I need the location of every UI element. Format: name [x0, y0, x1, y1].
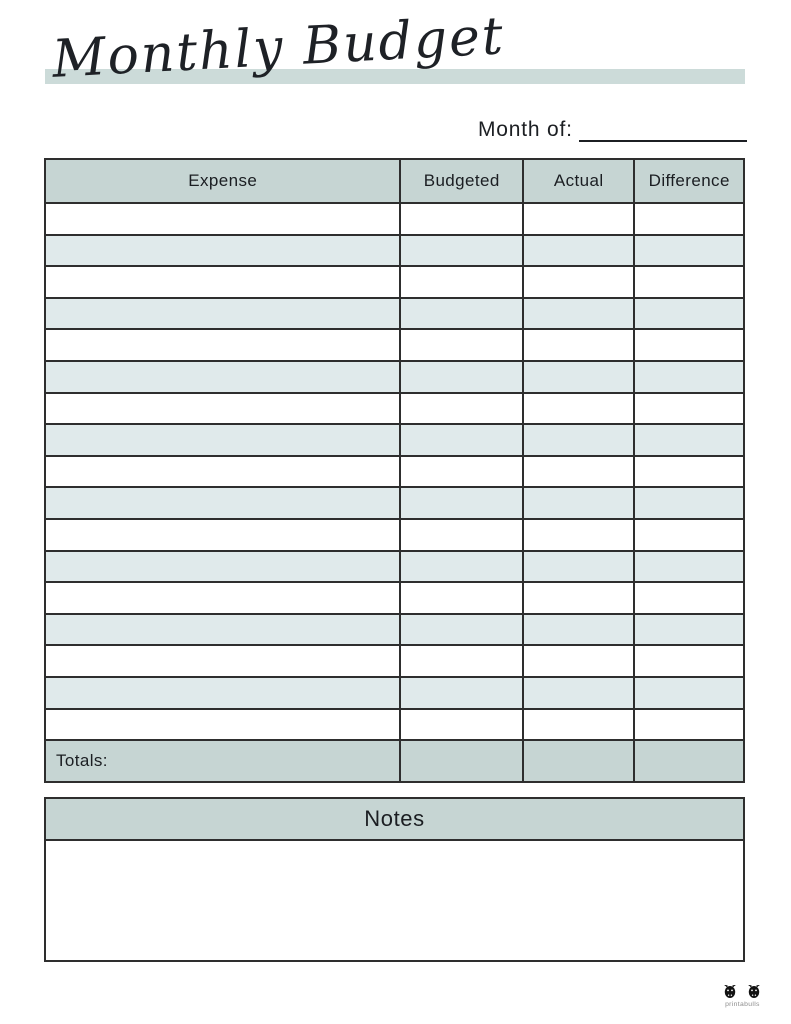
notes-section — [44, 797, 745, 962]
table-cell — [46, 520, 399, 550]
table-cell — [399, 710, 521, 740]
totals-label-cell — [46, 741, 399, 781]
brand-name: printabulls — [724, 1000, 760, 1008]
table-row — [46, 204, 743, 234]
table-cell — [522, 710, 634, 740]
table-cell — [399, 488, 521, 518]
totals-budgeted-cell — [399, 741, 521, 781]
totals-row — [46, 739, 743, 781]
table-cell — [633, 710, 743, 740]
table-cell — [633, 552, 743, 582]
column-header-difference: Difference — [633, 160, 743, 202]
table-cell — [399, 362, 521, 392]
table-cell — [46, 678, 399, 708]
table-cell — [633, 457, 743, 487]
table-cell — [46, 204, 399, 234]
table-cell — [399, 583, 521, 613]
table-cell — [522, 267, 634, 297]
table-cell — [46, 552, 399, 582]
table-cell — [522, 488, 634, 518]
table-cell — [522, 583, 634, 613]
table-row — [46, 297, 743, 329]
table-cell — [522, 678, 634, 708]
notes-writing-area — [46, 841, 743, 960]
table-cell — [522, 520, 634, 550]
table-cell — [522, 394, 634, 424]
table-cell — [399, 236, 521, 266]
table-cell — [399, 425, 521, 455]
table-cell — [633, 236, 743, 266]
table-cell — [633, 678, 743, 708]
table-header-row — [46, 160, 743, 204]
table-row — [46, 613, 743, 645]
month-of-label: Month of: — [478, 118, 573, 141]
totals-actual-cell — [522, 741, 634, 781]
table-cell — [46, 330, 399, 360]
table-row — [46, 708, 743, 740]
table-cell — [46, 236, 399, 266]
table-cell — [522, 646, 634, 676]
table-row — [46, 581, 743, 613]
page-title: Monthly Budget — [50, 6, 507, 90]
totals-difference-cell — [633, 741, 743, 781]
table-cell — [46, 488, 399, 518]
table-cell — [522, 204, 634, 234]
table-row — [46, 423, 743, 455]
table-cell — [46, 299, 399, 329]
budget-table — [44, 158, 745, 783]
table-cell — [633, 362, 743, 392]
table-cell — [522, 362, 634, 392]
table-cell — [399, 552, 521, 582]
table-row — [46, 550, 743, 582]
table-row — [46, 234, 743, 266]
column-header-budgeted: Budgeted — [399, 160, 521, 202]
table-row — [46, 455, 743, 487]
table-cell — [522, 425, 634, 455]
table-cell — [46, 362, 399, 392]
notes-header: Notes — [46, 799, 743, 841]
table-cell — [46, 457, 399, 487]
table-row — [46, 644, 743, 676]
table-cell — [522, 552, 634, 582]
table-cell — [46, 646, 399, 676]
brand-logo — [700, 984, 784, 1009]
table-cell — [522, 457, 634, 487]
table-row — [46, 265, 743, 297]
table-cell — [399, 330, 521, 360]
column-header-actual: Actual — [522, 160, 634, 202]
table-row — [46, 392, 743, 424]
table-cell — [633, 299, 743, 329]
table-cell — [522, 236, 634, 266]
table-cell — [633, 425, 743, 455]
table-cell — [46, 394, 399, 424]
table-cell — [633, 488, 743, 518]
table-cell — [46, 267, 399, 297]
month-of-field — [478, 118, 747, 142]
table-cell — [399, 394, 521, 424]
table-cell — [399, 678, 521, 708]
table-cell — [522, 615, 634, 645]
table-cell — [633, 615, 743, 645]
table-cell — [46, 583, 399, 613]
table-cell — [522, 330, 634, 360]
table-cell — [399, 615, 521, 645]
column-header-expense: Expense — [188, 171, 258, 190]
table-cell — [633, 330, 743, 360]
table-cell — [46, 615, 399, 645]
table-cell — [633, 520, 743, 550]
table-cell — [399, 646, 521, 676]
month-of-blank-line — [579, 118, 747, 142]
table-cell — [633, 583, 743, 613]
table-cell — [399, 457, 521, 487]
table-cell — [399, 267, 521, 297]
table-row — [46, 518, 743, 550]
totals-label: Totals: — [56, 751, 108, 770]
table-body — [46, 204, 743, 739]
table-cell — [46, 425, 399, 455]
table-cell — [633, 646, 743, 676]
table-row — [46, 328, 743, 360]
table-cell — [399, 520, 521, 550]
table-row — [46, 486, 743, 518]
table-cell — [46, 710, 399, 740]
table-cell — [633, 267, 743, 297]
table-row — [46, 360, 743, 392]
table-cell — [522, 299, 634, 329]
table-row — [46, 676, 743, 708]
table-cell — [399, 299, 521, 329]
table-cell — [633, 394, 743, 424]
table-cell — [399, 204, 521, 234]
two-bulls-icon — [723, 984, 761, 999]
table-cell — [633, 204, 743, 234]
